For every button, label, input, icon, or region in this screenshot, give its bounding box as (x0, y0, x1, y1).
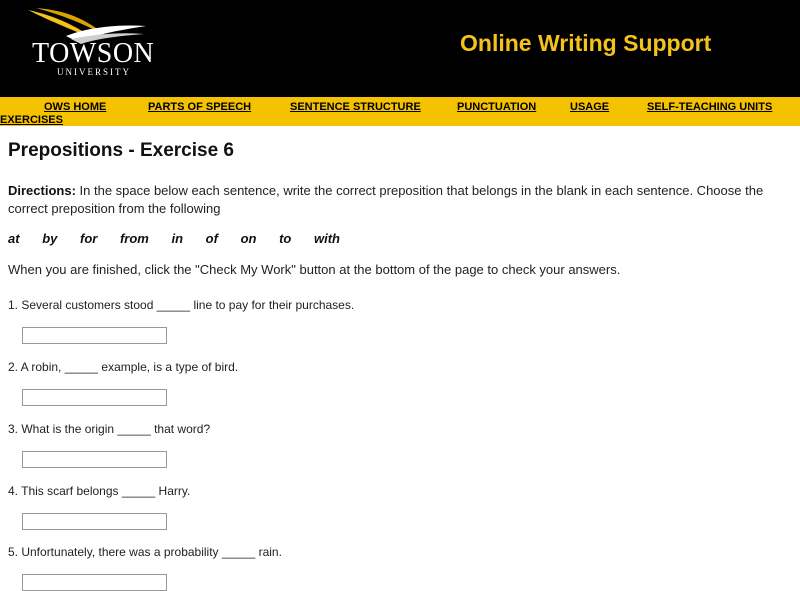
directions-label: Directions: (8, 183, 76, 198)
directions (8, 182, 798, 218)
preposition-list (8, 231, 340, 246)
question-5-text: 5. Unfortunately, there was a probability _____ rain. (8, 545, 282, 559)
nav-parts-of-speech[interactable]: PARTS OF SPEECH (148, 101, 252, 113)
answer-4-input[interactable] (22, 513, 167, 530)
preposition-item: on (240, 231, 257, 246)
answer-2-input[interactable] (22, 389, 167, 406)
preposition-item: in (171, 231, 184, 246)
logo-wordmark: TOWSON (32, 38, 155, 69)
preposition-item: at (8, 231, 20, 246)
nav-ows-home[interactable]: OWS HOME (44, 101, 107, 113)
preposition-item: with (313, 231, 340, 246)
question-4-text: 4. This scarf belongs _____ Harry. (8, 484, 191, 498)
answer-1-input[interactable] (22, 327, 167, 344)
preposition-item: to (279, 231, 292, 246)
main-nav (0, 97, 800, 126)
finish-instructions: When you are finished, click the "Check My Work" button at the bottom of the page to check your answers. (8, 262, 621, 277)
nav-usage[interactable]: USAGE (570, 101, 610, 113)
preposition-item: for (79, 231, 98, 246)
preposition-item: by (42, 231, 58, 246)
site-header (0, 0, 800, 97)
nav-sentence-structure[interactable]: SENTENCE STRUCTURE (290, 101, 421, 113)
site-title: Online Writing Support (460, 30, 712, 56)
nav-self-teaching-units[interactable]: SELF-TEACHING UNITS (647, 101, 773, 113)
preposition-item: of (205, 231, 218, 246)
directions-text: In the space below each sentence, write the correct preposition that belongs in the blank in each sentence. Choose the correct preposition from the following (8, 183, 764, 216)
nav-exercises[interactable]: EXERCISES (0, 114, 63, 126)
answer-5-input[interactable] (22, 574, 167, 591)
preposition-item: from (119, 231, 149, 246)
answer-3-input[interactable] (22, 451, 167, 468)
question-2-text: 2. A robin, _____ example, is a type of bird. (8, 360, 239, 374)
nav-punctuation[interactable]: PUNCTUATION (457, 101, 537, 113)
question-3-text: 3. What is the origin _____ that word? (8, 422, 211, 436)
logo-subtext: UNIVERSITY (57, 67, 131, 77)
question-1-text: 1. Several customers stood _____ line to pay for their purchases. (8, 298, 355, 312)
page-title: Prepositions - Exercise 6 (8, 140, 234, 161)
